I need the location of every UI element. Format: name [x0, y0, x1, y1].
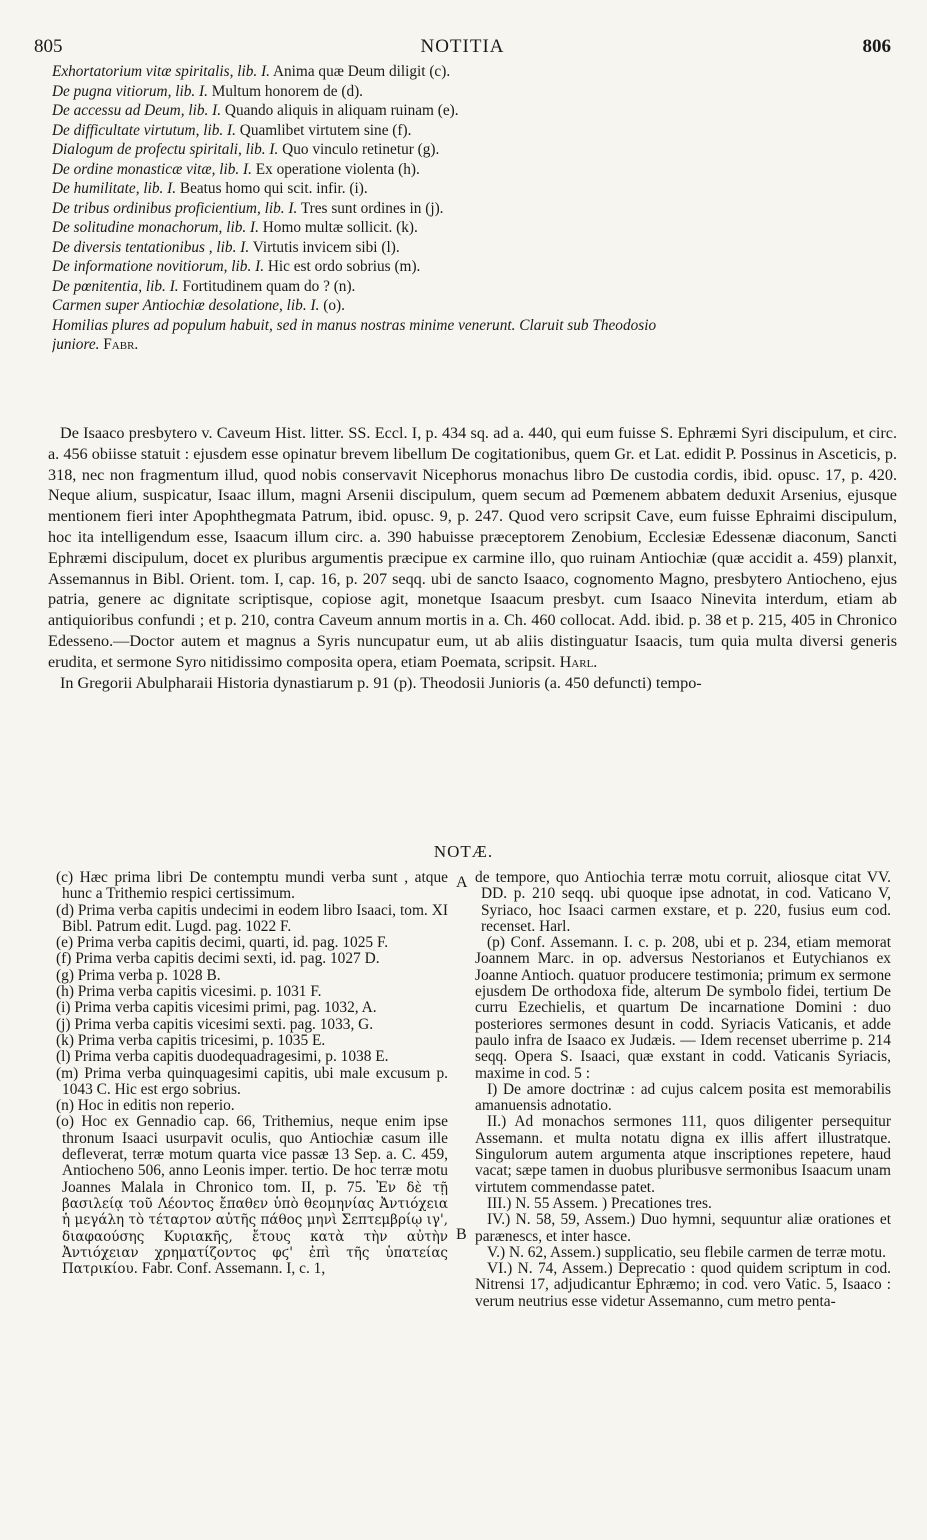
margin-letter-a: A — [456, 874, 468, 891]
list-item: De difficultate virtutum, lib. I. Quamlibet virtutem sine (f). — [52, 121, 412, 139]
footnote: (o) Hoc ex Gennadio cap. 66, Trithemius, neque enim ipse thronum Isaaci usurpavit oculis, quo Antiochiæ casum ille defleverat, terræ motum quarta vice passæ 13 Sep. a. C. 459, Antiocheno 506, anno Leonis imper. tertio. De hoc terræ motu Joannes Malala in Chronico tom. II, p. 75. Ἐν δὲ τῇ βασιλείᾳ τοῦ Λέοντος ἔπαθεν ὑπὸ θεομηνίας Ἀντιόχεια ἡ μεγάλη τὸ τέταρτον αὐτῆς πάθος μηνὶ Σεπτεμβρίῳ ιγ', διαφαούσης Κυριακῆς, ἔτους κατὰ τὴν αὐτὴν Ἀντιόχειαν χρηματίζοντος φϛ' ἐπὶ τῆς ὑπατείας Πατρικίου. Fabr. Conf. Assemann. I, c. 1, — [56, 1113, 449, 1278]
running-header — [34, 36, 891, 60]
list-item: De informatione novitiorum, lib. I. Hic est ordo sobrius (m). — [52, 258, 421, 275]
footnote: (l) Prima verba capitis duodequadragesimi, p. 1038 E. — [56, 1048, 389, 1066]
notes-heading: NOTÆ. — [433, 842, 494, 861]
list-item: Dialogum de profectu spiritali, lib. I. Quo vinculo retinetur (g). — [52, 141, 440, 158]
main-text — [48, 423, 897, 693]
list-item: De diversis tentationibus , lib. I. Virtutis invicem sibi (l). — [52, 238, 400, 256]
footnote: (d) Prima verba capitis undecimi in eodem libro Isaaci, tom. XI Bibl. Patrum edit. Lugd. pag. 1022 F. — [56, 901, 448, 935]
footnote: (i) Prima verba capitis vicesimi primi, pag. 1032, A. — [56, 999, 377, 1017]
signature-fabr: Fabr. — [103, 336, 139, 353]
paragraph: De Isaaco presbytero v. Caveum Hist. litter. SS. Eccl. I, p. 434 sq. ad a. 440, qui eum fuisse S. Ephræmi Syri discipulum, et circ. a. 456 obiisse statuit : ejusdem esse opinatur brevem libellum De cogitationibus, quem Gr. et Lat. edidit P. Possinus in Asceticis, p. 318, nec non fragmentum illud, quod nobis conservavit Nicephorus monachus libro De custodia cordis, ibid. opusc. 17, p. 420. Neque alium, suspicatur, Isaac illum, magni Arsenii discipulum, quem secum ad Pœmenem abbatem deduxit Arsenius, ejusque mentionem fieri inter Apophthegmata Patrum, ibid. opusc. 9, p. 247. Quod vero scripsit Cave, eum fuisse Ephraimi discipulum, hoc ita intelligendum esse, Isaacum illum circ. a. 390 habuisse præceptorem Zenobium, Ecclesiæ Edessenæ diaconum, Sancti Ephræmi discipulum, docet ex pluribus argumentis præcipue ex carmine illo, quo ruinam Antiochiæ (quæ accidit a. 459) planxit, Assemannus in Bibl. Orient. tom. I, cap. 16, p. 207 seqq. ubi de sancto Isaaco, cognomento Magno, presbytero Antiocheno, ejus patria, genere ac dignitate scriptisque, copiose agit, monetque Isaacum presbyt. cum Isaaco Ninevita interdum, etiam ab antiquioribus confundi ; et p. 210, contra Caveum annum mortis in a. Ch. 460 collocat. Add. ibid. p. 38 et p. 215, 405 in Chronico Edesseno.—Doctor autem et magnus a Syris nuncupatur eum, ut ab aliis distinguatur Isaacis, tum quia multa diversi generis erudita, et sermone Syro nitidissimo composita opera, etiam Poemata, scripsit. Harl. — [48, 424, 897, 671]
margin-letter-b: B — [456, 1226, 467, 1243]
list-item: De solitudine monachorum, lib. I. Homo multæ sollicit. (k). — [52, 219, 418, 236]
footnote: (h) Prima verba capitis vicesimi. p. 1031 F. — [56, 983, 322, 1001]
footnote: V.) N. 62, Assem.) supplicatio, seu flebile carmen de terræ motu. — [487, 1243, 886, 1261]
paragraph: In Gregorii Abulpharaii Historia dynastiarum p. 91 (p). Theodosii Junioris (a. 450 defuncti) tempo- — [60, 673, 702, 692]
footnote: (e) Prima verba capitis decimi, quarti, id. pag. 1025 F. — [56, 934, 389, 952]
list-item: De ordine monasticæ vitæ, lib. I. Ex operatione violenta (h). — [52, 160, 420, 178]
homilias-line: Homilias plures ad populum habuit, sed in manus nostras minime venerunt. Claruit sub Theodosio — [52, 316, 657, 334]
footnote: (p) Conf. Assemann. I. c. p. 208, ubi et p. 234, etiam memorat Joannem Marc. in op. adversus Nestorianos et Eutychianos ex Joanne Antioch. quatuor producere testimonia; primum ex sermone ejusdem De orthodoxa fide, alterum De symbolo fidei, tertium De curru Ezechielis, et quartum De incarnatione Domini : duo posteriores sermones desunt in codd. Syriacis Vaticanis, et adde paulo infra de Isaaco ex Judæis. — Idem recenset uberrime p. 214 seqq. Opera S. Isaaci, quæ exstant in codd. Vaticanis Syriacis, maxime in cod. 5 : — [475, 934, 891, 1082]
footnote: (n) Hoc in editis non reperio. — [56, 1097, 235, 1115]
list-item: De accessu ad Deum, lib. I. Quando aliquis in aliquam ruinam (e). — [52, 102, 459, 119]
footnote: (m) Prima verba quinquagesimi capitis, ubi male excusum p. 1043 C. Hic est ergo sobrius. — [56, 1064, 448, 1098]
list-item: De humilitate, lib. I. Beatus homo qui scit. infir. (i). — [52, 180, 368, 197]
footnote: I) De amore doctrinæ : ad cujus calcem posita est memorabilis amanuensis adnotatio. — [475, 1080, 891, 1115]
footnote: (g) Prima verba p. 1028 B. — [56, 966, 221, 984]
works-list — [52, 62, 897, 355]
list-item: Carmen super Antiochiæ desolatione, lib. I. (o). — [52, 297, 345, 314]
footnote: (c) Hæc prima libri De contemptu mundi verba sunt , atque hunc a Trithemio respici certissimum. — [56, 869, 448, 903]
list-item: De tribus ordinibus proficientium, lib. I. Tres sunt ordines in (j). — [52, 199, 444, 217]
footnote: (j) Prima verba capitis vicesimi sexti. pag. 1033, G. — [56, 1015, 374, 1033]
greek-quotation: Ἐν δὲ τῇ βασιλείᾳ τοῦ Λέοντος ἔπαθεν ὑπὸ θεομηνίας Ἀντιόχεια ἡ μεγάλη τὸ τέταρτον αὐτῆς πάθος μηνὶ Σεπτεμβρίῳ ιγ', διαφαούσης Κυριακῆς, ἔτους κατὰ τὴν αὐτὴν Ἀντιόχειαν χρηματίζοντος φϛ' ἐπὶ τῆς ὑπατείας Πατρικίου. — [62, 1179, 449, 1278]
notes-column-left — [56, 870, 448, 1277]
footnote: III.) N. 55 Assem. ) Precationes tres. — [487, 1194, 712, 1212]
page-number-right: 806 — [862, 36, 891, 57]
notes-column-right — [475, 870, 891, 1310]
footnote: IV.) N. 58, 59, Assem.) Duo hymni, sequuntur aliæ orationes et parænescs, et inter hasce. — [475, 1211, 891, 1245]
footnote: VI.) N. 74, Assem.) Deprecatio : quod quidem scriptum in cod. Nitrensi 17, adjudicantur Ephræmo; in cod. vero Vatic. 5, Isaaco : verum neutrius esse videtur Assemanno, cum metro penta- — [475, 1260, 891, 1310]
list-item: De pugna vitiorum, lib. I. Multum honorem de (d). — [52, 82, 364, 100]
page-number-left: 805 — [34, 36, 63, 57]
list-item: De pœnitentia, lib. I. Fortitudinem quam do ? (n). — [52, 277, 356, 295]
homilias-line: juniore. Fabr. — [52, 336, 139, 353]
footnote: (f) Prima verba capitis decimi sexti, id. pag. 1027 D. — [56, 950, 380, 968]
signature-harl: Harl. — [559, 652, 598, 671]
list-item: Exhortatorium vitæ spiritalis, lib. I. Anima quæ Deum diligit (c). — [52, 63, 451, 80]
footnote: II.) Ad monachos sermones 111, quos diligenter persequitur Assemann. et multa notatu digna ex illis affert illustratque. Singulorum autem argumenta atque inscriptiones repetere, haud vacat; sæpe tamen in duobus pluribusve sermonibus Isaacum unam virtutem commendasse patet. — [475, 1113, 891, 1196]
footnote: de tempore, quo Antiochia terræ motu corruit, aliosque citat VV. DD. p. 210 seqq. ubi quoque ipse adnotat, in cod. Vaticano V, Syriaco, hoc Isaaci carmen exstare, et p. 220, fusius eum cod. recenset. Harl. — [475, 869, 891, 935]
footnote: (k) Prima verba capitis tricesimi, p. 1035 E. — [56, 1031, 326, 1049]
running-title: NOTITIA — [420, 36, 505, 57]
